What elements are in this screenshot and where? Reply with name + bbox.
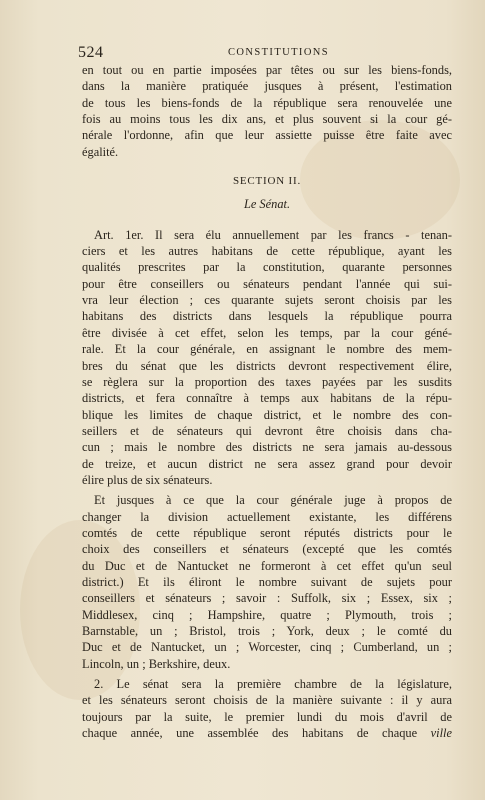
text-line: 2. Le sénat sera la première chambre de la législature, <box>94 677 452 692</box>
text-line: pour être conseillers ou sénateurs pendant l'année qui sui- <box>82 276 452 291</box>
section-title: SECTION II. <box>232 175 302 188</box>
text-line: de tous les biens-fonds de la république sera renouvelée une <box>82 95 452 110</box>
text-line: habitans des districts dans lesquels la république pourra <box>82 309 452 324</box>
text-line: blique les limites de chaque district, et le nombre des con- <box>82 407 452 422</box>
text-line: Barnstable, un ; Bristol, trois ; York, deux ; le comté du <box>82 624 452 638</box>
text-line: ciers et les autres habitans de cette république, ayant les <box>82 244 452 259</box>
page-body <box>82 62 452 741</box>
text-line: nérale l'ordonne, afin que leur assiette puisse être faite avec <box>82 128 452 143</box>
text-line: districts, et fera connaître à temps aux habitans de la répu- <box>82 391 452 406</box>
text-line: bres du sénat que les districts devront respectivement élire, <box>82 358 452 373</box>
text-line: être divisée à cet effet, selon les temps, par la cour géné- <box>82 325 452 340</box>
text-line: Lincoln, un ; Berkshire, deux. <box>82 656 231 671</box>
text-line: Art. 1er. Il sera élu annuellement par les francs - tenan- <box>94 227 452 242</box>
text-line: et les sénateurs seront choisis de la manière suivante : il y aura <box>82 693 452 708</box>
text-line: vra leur élection ; ces quarante sujets seront choisis par les <box>82 293 452 308</box>
text-line: fois au moins tous les dix ans, et plus souvent si la cour gé- <box>82 112 452 127</box>
text-line: changer la division actuellement existante, les différens <box>82 509 452 524</box>
text-line: Middlesex, cinq ; Hampshire, quatre ; Plymouth, trois ; <box>82 607 452 622</box>
text-line: comtés de cette république seront réputés districts pour le <box>82 525 452 540</box>
text-line: conseillers et sénateurs ; savoir : Suffolk, six ; Essex, six ; <box>82 591 452 606</box>
text-line: en tout ou en partie imposées par têtes ou sur les biens-fonds, <box>82 63 452 77</box>
text-line: cun ; mais le nombre des districts ne sera jamais au-dessous <box>82 440 452 455</box>
text-line-final-roman: chaque année, une assemblée des habitans de chaque <box>82 726 418 741</box>
text-line: Duc et de Nantucket, un ; Worcester, cinq ; Cumberland, un ; <box>82 640 452 655</box>
text-line: dans la manière pratiquée jusques à présent, l'estimation <box>82 79 452 94</box>
section-subtitle: Le Sénat. <box>243 197 291 212</box>
text-line: du Duc et de Nantucket ne formeront à cet effet qu'un seul <box>82 558 452 573</box>
text-line: toujours par la suite, le premier lundi du mois d'avril de <box>82 709 452 724</box>
text-line: élire plus de six sénateurs. <box>82 472 213 487</box>
text-line: qualités prescrites par la constitution, quarante personnes <box>82 260 452 275</box>
text-line: choix des conseillers et sénateurs (excepté que les comtés <box>82 542 452 557</box>
text-line: seillers et de sénateurs qui devront être choisis dans cha- <box>82 423 452 438</box>
running-head: CONSTITUTIONS <box>228 47 330 58</box>
text-line: égalité. <box>82 144 119 159</box>
text-line-final <box>82 725 452 741</box>
text-line: Et jusques à ce que la cour générale juge à propos de <box>94 493 452 508</box>
text-line: de treize, et aucun district ne sera assez grand pour devoir <box>82 456 452 471</box>
page-header <box>78 44 455 62</box>
page-number: 524 <box>78 44 104 61</box>
italic-word: ville <box>430 726 452 741</box>
text-line: se règlera sur la proportion des taxes payées par les susdits <box>82 374 452 389</box>
text-line: rale. Et la cour générale, en assignant le nombre des mem- <box>82 342 452 357</box>
text-line: district.) Et ils éliront le nombre suivant de sujets pour <box>82 574 452 589</box>
